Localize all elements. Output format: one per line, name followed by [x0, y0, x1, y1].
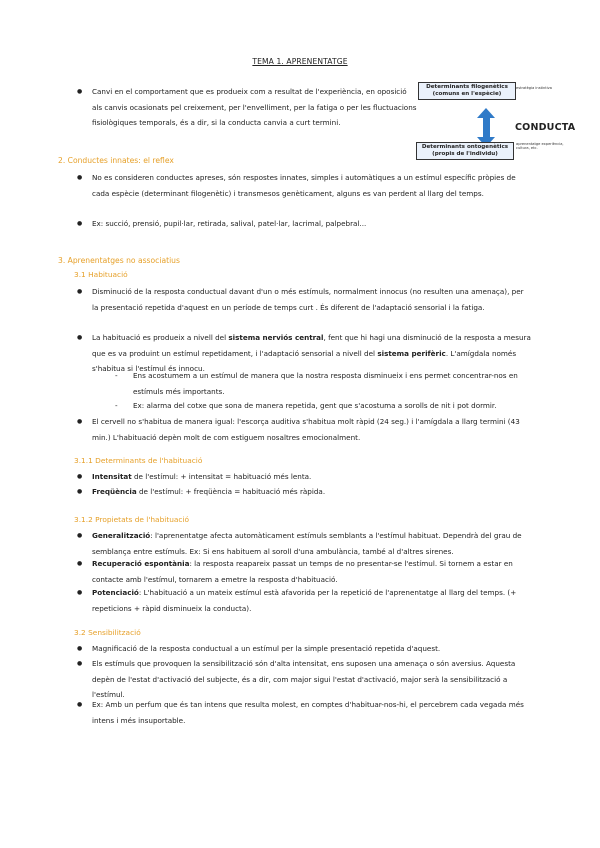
page-title: TEMA 1. APRENENTATGE: [252, 57, 348, 66]
ontogenetic-box: [416, 142, 514, 160]
conducta-label: CONDUCTA: [515, 122, 576, 133]
sub-item-text: Ex: alarma del cotxe que sona de manera repetida, gent que s'acostuma a sorolls de nit i pot dormir.: [133, 401, 497, 410]
list-item: [77, 469, 532, 485]
bullet-icon: ●: [77, 174, 83, 181]
bold-term: sistema nerviós central: [228, 333, 324, 342]
list-item: [77, 556, 532, 587]
bullet-icon: ●: [77, 473, 83, 480]
bold-term: Generalització: [92, 531, 151, 540]
sub-item-text: Ens acostumem a un estímul de manera que la nostra resposta disminueix i ens permet concentrar-nos en estímuls més importants.: [133, 371, 518, 396]
section-3-2-heading: 3.2 Sensibilització: [74, 628, 141, 637]
list-item: [77, 170, 532, 201]
list-item-text: Ex: succió, prensió, pupil·lar, retirada, salival, patel·lar, lacrimal, palpebral...: [92, 219, 367, 228]
text-run: : l'aprenentatge afecta automàticament estímuls semblants a l'estímul habituat. Dependrà del grau de semblança entre estímuls. Ex: Si ens habituem al soroll d'una ambulància, també al d'altres sirenes.: [92, 531, 522, 556]
list-item: [77, 528, 532, 559]
list-item: [77, 697, 532, 728]
ontogenetic-sublabel: (propis de l'individu): [432, 151, 498, 157]
sub-list-item: [115, 398, 531, 414]
bold-term: Recuperació espontània: [92, 559, 190, 568]
bullet-icon: ●: [77, 660, 83, 667]
bullet-icon: ●: [77, 560, 83, 567]
list-item-text: Els estímuls que provoquen la sensibilització són d'alta intensitat, ens suposen una amenaça o són aversius. Aquesta depèn de l'estat d'activació del subjecte, és a dir, com major sigui l'estat d'activació, major serà la sensibilització a l'estímul.: [92, 659, 516, 700]
arrow-shaft: [483, 117, 490, 137]
section-3-1-heading: 3.1 Habituació: [74, 270, 128, 279]
bold-term: Freqüència: [92, 487, 137, 496]
bold-term: Intensitat: [92, 472, 132, 481]
list-item: [77, 641, 532, 657]
list-item-text: Magnificació de la resposta conductual a un estímul per la simple presentació repetida d'aquest.: [92, 644, 441, 653]
intro-text: Canvi en el comportament que es produeix com a resultat de l'experiència, en oposició als canvis ocasionats pel creixement, per l'envelliment, per la fatiga o per les fluctuacions fisiològiques temporals, és a dir, si la conducta canvia a curt termini.: [92, 87, 417, 128]
ontogenetic-label: Determinants ontogenètics: [421, 144, 509, 150]
phylogenetic-sublabel: (comuns en l'espècie): [432, 91, 502, 97]
bullet-icon: ●: [77, 88, 83, 95]
list-item-text: Ex: Amb un perfum que és tan intens que resulta molest, en comptes d'habituar-nos-hi, el percebrem cada vegada més intens i més insuportable.: [92, 700, 524, 725]
list-item-text: No es consideren conductes apreses, són respostes innates, simples i automàtiques a un estímul específic pròpies de cada espècie (determinant filogenètic) i transmesos genèticament, alguns es van perdent al llarg del temps.: [92, 173, 516, 198]
bullet-icon: ●: [77, 645, 83, 652]
list-item: [77, 414, 532, 445]
list-item: [77, 216, 532, 232]
section-3-1-1-heading: 3.1.1 Determinants de l'habituació: [74, 456, 203, 465]
text-run: , fent que hi hagi una disminució de la resposta a mesura que es va produint un estímul repetidament, i l'adaptació sensorial a nivell del: [92, 333, 531, 358]
text-run: La habituació es produeix a nivell del: [92, 333, 229, 342]
bullet-icon: ●: [77, 334, 83, 341]
section-3-heading: 3. Aprenentatges no associatius: [58, 256, 180, 265]
list-item: [77, 484, 532, 500]
intro-paragraph: [77, 84, 418, 131]
list-item: [77, 656, 532, 703]
list-item: [77, 284, 532, 315]
bold-term: Potenciació: [92, 588, 139, 597]
bullet-icon: ●: [77, 220, 83, 227]
list-item-text: Disminució de la resposta conductual davant d'un o més estímuls, normalment innocus (no resulten una amenaça), per la presentació repetida d'aquest en un període de temps curt . És diferent de l'adaptació sensorial i la fatiga.: [92, 287, 524, 312]
bullet-icon: ●: [77, 532, 83, 539]
section-2-heading: 2. Conductes innates: el reflex: [58, 156, 174, 165]
text-run: de l'estímul: + intensitat = habituació més lenta.: [131, 472, 312, 481]
bullet-icon: ●: [77, 488, 83, 495]
bullet-icon: ●: [77, 589, 83, 596]
list-item: [77, 585, 532, 616]
section-3-1-2-heading: 3.1.2 Propietats de l'habituació: [74, 515, 190, 524]
phylogenetic-label: Determinants filogenètics: [426, 84, 508, 90]
list-item-text: El cervell no s'habitua de manera igual: l'escorça auditiva s'habitua molt ràpid (24 seg.) i l'amígdala a llarg termini (43 min.) L'habituació depèn molt de com estiguem nosaltres emocionalment.: [92, 417, 520, 442]
dash-icon: -: [115, 401, 118, 410]
text-run: de l'estímul: + freqüència = habituació més ràpida.: [136, 487, 326, 496]
phylogenetic-box: [418, 82, 516, 100]
note-top: estratègia instintiva: [516, 86, 552, 90]
dash-icon: -: [115, 371, 118, 380]
note-bottom: aprenentatge experiència, cultura, etc.: [516, 142, 564, 151]
bullet-icon: ●: [77, 418, 83, 425]
bullet-icon: ●: [77, 288, 83, 295]
text-run: : la resposta reapareix passat un temps de no presentar-se l'estímul. Si tornem a estar en contacte amb l'estímul, tornarem a emetre la resposta d'habituació.: [92, 559, 513, 584]
bullet-icon: ●: [77, 701, 83, 708]
text-run: . L'amígdala només s'habitua si l'estímul és innocu.: [92, 348, 517, 374]
bold-term: sistema perifèric: [377, 348, 446, 358]
sub-list-item: [115, 368, 531, 399]
text-run: : L'habituació a un mateix estímul està afavorida per la repetició de l'aprenentatge al llarg del temps. (+ repeticions + ràpid disminueix la conducta).: [92, 588, 517, 613]
